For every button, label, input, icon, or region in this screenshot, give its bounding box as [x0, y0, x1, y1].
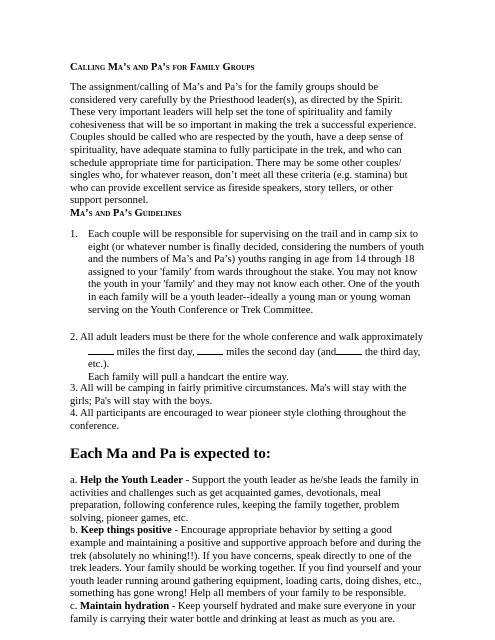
- guideline-item-2-line1: 2. All adult leaders must be there for the whole conference and walk approximately: [70, 332, 423, 343]
- guideline-item-2: [70, 332, 425, 384]
- guideline-item-2-line2a: miles the first day,: [116, 346, 195, 358]
- calling-paragraph: The assignment/calling of Ma’s and Pa’s for the family groups should be considered very carefully by the Priesthood leader(s), as directed by the Spirit. These very important leaders will help set the tone of spirituality and family cohesiveness that will be so important in making the trek a successful experience. Couples should be called who are respected by the youth, have a deep sense of spirituality, have adequate stamina to fully participate in the trek, and who can schedule appropriate time for participation. There may be some other couples/ singles who, for whatever reason, don’t meet all these criteria (e.g. stamina) but who can provide excellent service as fireside speakers, story tellers, or other support personnel.: [70, 82, 417, 207]
- blank-line: [197, 345, 223, 355]
- guideline-item-2-line2: [70, 345, 425, 372]
- expectations-heading: Each Ma and Pa is expected to:: [70, 446, 271, 462]
- section-heading-guidelines: Ma’s and Pa’s Guidelines: [70, 208, 182, 219]
- guideline-item-2-line2b: miles the second day (and: [226, 346, 337, 358]
- expectation-item-b: [70, 525, 425, 601]
- guideline-item-1-number: 1.: [70, 229, 78, 240]
- blank-line: [336, 345, 362, 355]
- expectation-item-c: [70, 601, 425, 626]
- guideline-item-3: 3. All will be camping in fairly primitive circumstances. Ma's will stay with the girls; Pa's will stay with the boys.: [70, 383, 407, 407]
- expectation-prefix: c.: [70, 600, 78, 612]
- expectations-list: [70, 475, 425, 626]
- guideline-item-2-line2c: the third day, etc.).: [88, 346, 421, 371]
- blank-line: [88, 345, 114, 355]
- expectation-text: - Encourage appropriate behavior by setting a good example and maintaining a positive and supportive approach before and during the trek (absolutely no whining!!). If you have concerns, speak directly to one of the trek leaders. Your family should be working together. If you find yourself and your youth leader running around gathering equipment, loading carts, doing dishes, etc., something has gone wrong! Help all members of your family to be responsible.: [70, 525, 422, 600]
- expectation-prefix: b.: [70, 525, 78, 537]
- expectation-text: - Keep yourself hydrated and make sure everyone in your family is carrying their water bottle and drinking at least as much as you are.: [70, 600, 416, 625]
- expectation-item-a: [70, 475, 425, 525]
- expectation-prefix: a.: [70, 475, 78, 486]
- expectation-title: Help the Youth Leader: [80, 475, 183, 486]
- expectation-title: Keep things positive: [80, 525, 172, 537]
- expectation-text: - Support the youth leader as he/she leads the family in activities and challenges such as get acquainted games, devotionals, meal preparation, following conference rules, keeping the family together, problem solving, pioneer games, etc.: [70, 475, 419, 524]
- expectation-title: Maintain hydration: [80, 600, 170, 612]
- guideline-item-1: [70, 229, 425, 317]
- section-heading-calling: Calling Ma’s and Pa’s for Family Groups: [70, 62, 255, 73]
- guideline-item-4: 4. All participants are encouraged to wear pioneer style clothing throughout the conference.: [70, 408, 406, 432]
- guideline-item-2-line3: Each family will pull a handcart the entire way.: [88, 371, 289, 383]
- guideline-item-1-text: Each couple will be responsible for supervising on the trail and in camp six to eight (or whatever number is finally decided, considering the numbers of youth and the numbers of Ma’s and Pa’s) youths ranging in age from 14 through 18 assigned to your 'family' from wards throughout the stake. You may not know the youth in your 'family' and they may not know each other. One of the youth in each family will be a youth leader--ideally a young man or young woman serving on the Youth Conference or Trek Committee.: [88, 229, 424, 316]
